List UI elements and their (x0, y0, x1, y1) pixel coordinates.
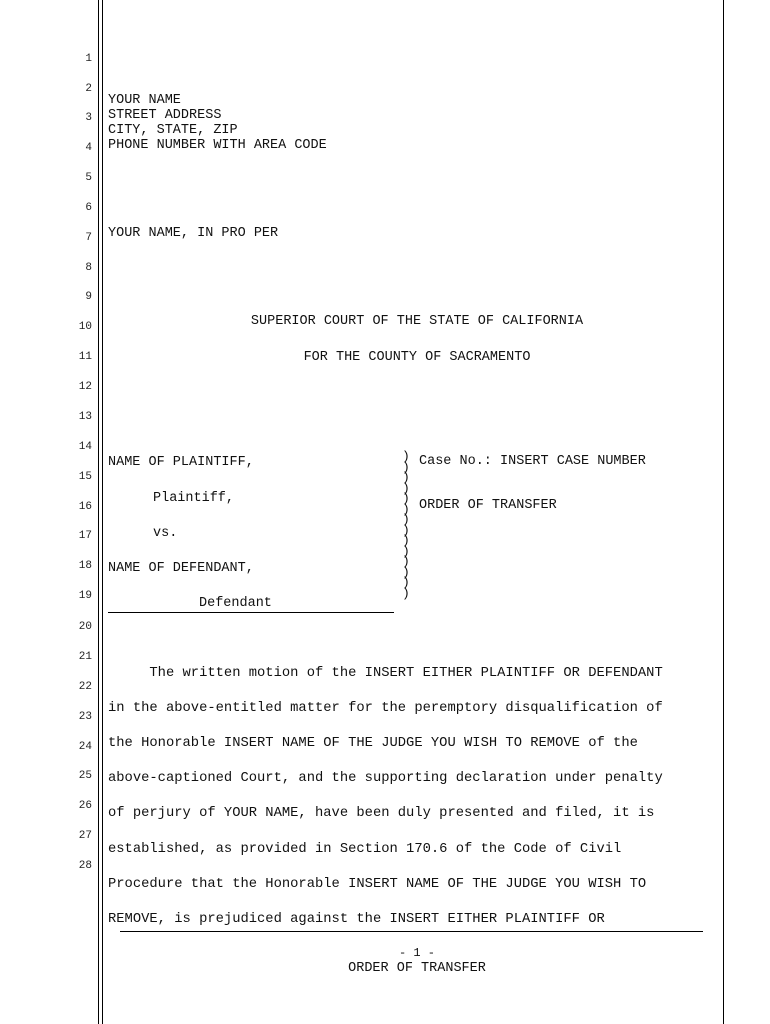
line-number: 4 (85, 142, 92, 154)
defendant-role: Defendant (199, 596, 272, 611)
line-number: 16 (78, 501, 92, 513)
line-number: 21 (78, 651, 92, 663)
line-number: 22 (78, 681, 92, 693)
line-number: 6 (85, 202, 92, 214)
right-margin-rule (723, 0, 724, 1024)
caption-underline (108, 612, 394, 613)
line-number: 7 (85, 232, 92, 244)
line-number: 19 (78, 590, 92, 602)
body-line: above-captioned Court, and the supporting declaration under penalty (108, 771, 663, 786)
footer-rule (120, 931, 703, 932)
line-number: 9 (85, 291, 92, 303)
plaintiff-role: Plaintiff, (153, 491, 235, 506)
phone-number: PHONE NUMBER WITH AREA CODE (108, 138, 327, 153)
line-number: 17 (78, 530, 92, 542)
line-number: 28 (78, 860, 92, 872)
line-number: 24 (78, 741, 92, 753)
caption-paren-column: ) ) ) ) ) ) ) ) ) ) ) ) ) ) (402, 449, 410, 601)
court-county: FOR THE COUNTY OF SACRAMENTO (303, 350, 531, 365)
left-margin-rule-inner (102, 0, 103, 1024)
line-number: 20 (78, 621, 92, 633)
body-line: of perjury of YOUR NAME, have been duly presented and filed, it is (108, 806, 655, 821)
body-line: REMOVE, is prejudiced against the INSERT EITHER PLAINTIFF OR (108, 912, 605, 927)
line-number: 26 (78, 800, 92, 812)
versus: vs. (153, 526, 178, 541)
body-line: the Honorable INSERT NAME OF THE JUDGE YOU WISH TO REMOVE of the (108, 736, 638, 751)
line-number: 10 (78, 321, 92, 333)
court-title: SUPERIOR COURT OF THE STATE OF CALIFORNIA (250, 314, 584, 329)
city-state-zip: CITY, STATE, ZIP (108, 123, 238, 138)
line-number: 11 (78, 351, 92, 363)
plaintiff-name: NAME OF PLAINTIFF, (108, 455, 254, 470)
party-name: YOUR NAME (108, 93, 181, 108)
line-number: 2 (85, 83, 92, 95)
line-number: 3 (85, 112, 92, 124)
line-number: 14 (78, 441, 92, 453)
line-number: 18 (78, 560, 92, 572)
line-number: 5 (85, 172, 92, 184)
left-margin-rule-outer (98, 0, 99, 1024)
attorney-line: YOUR NAME, IN PRO PER (108, 226, 279, 241)
line-number: 25 (78, 770, 92, 782)
page-number: - 1 - (398, 946, 435, 960)
street-address: STREET ADDRESS (108, 108, 222, 123)
line-number: 13 (78, 411, 92, 423)
line-number: 27 (78, 830, 92, 842)
body-line: established, as provided in Section 170.6 of the Code of Civil (108, 842, 622, 857)
line-number: 8 (85, 262, 92, 274)
line-number: 1 (85, 53, 92, 65)
line-number: 23 (78, 711, 92, 723)
defendant-name: NAME OF DEFENDANT, (108, 561, 254, 576)
line-number: 12 (78, 381, 92, 393)
body-line: Procedure that the Honorable INSERT NAME OF THE JUDGE YOU WISH TO (108, 877, 647, 892)
footer-title: ORDER OF TRANSFER (348, 961, 486, 976)
body-line: in the above-entitled matter for the peremptory disqualification of (108, 701, 663, 716)
body-line: The written motion of the INSERT EITHER PLAINTIFF OR DEFENDANT (108, 666, 663, 681)
case-number: Case No.: INSERT CASE NUMBER (419, 454, 646, 469)
document-title: ORDER OF TRANSFER (419, 498, 557, 513)
line-number: 15 (78, 471, 92, 483)
